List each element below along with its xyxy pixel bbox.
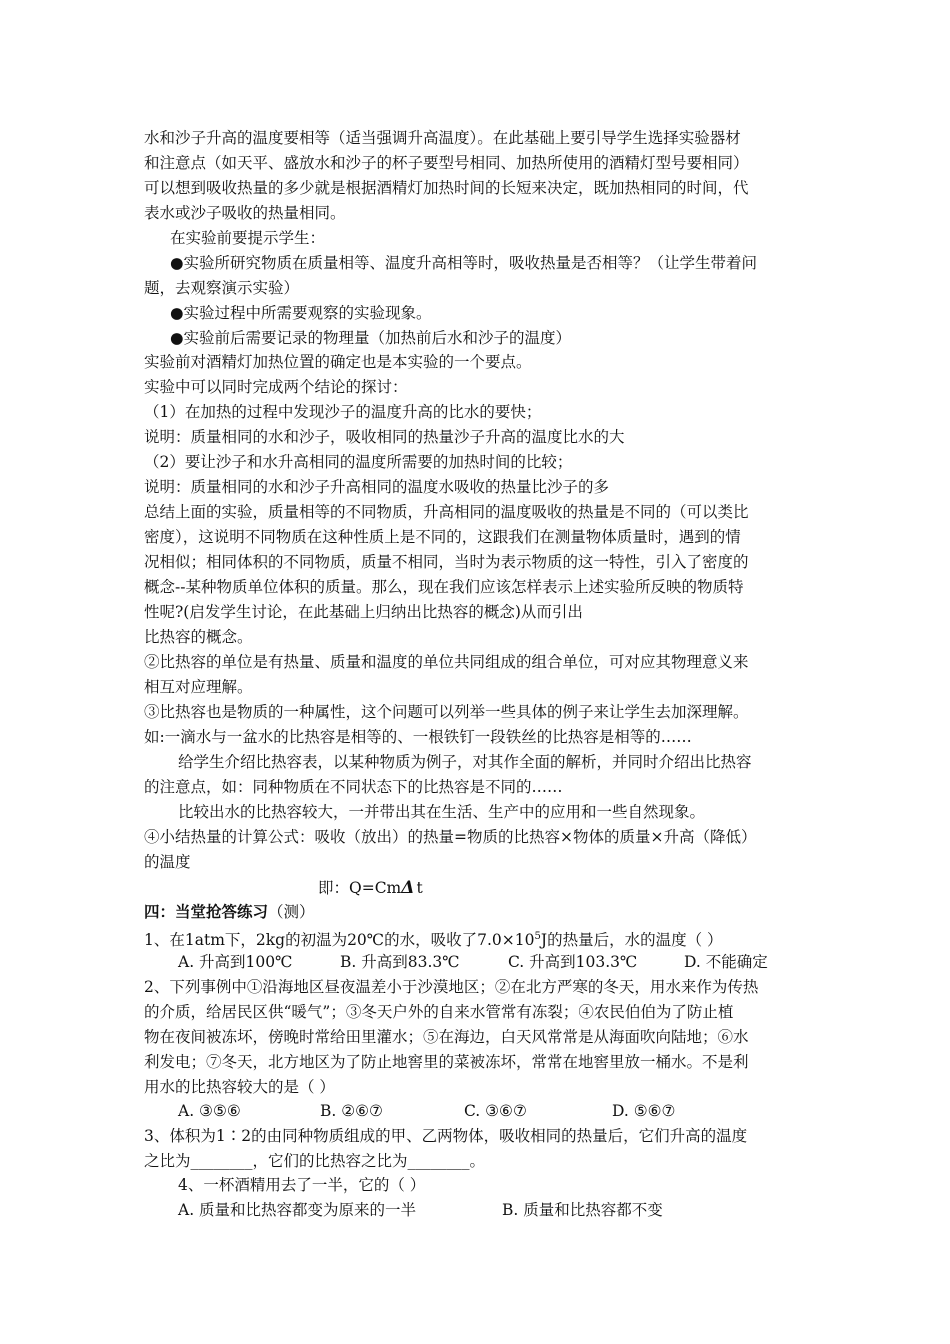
text-line: 和注意点（如天平、盛放水和沙子的杯子要型号相同、加热所使用的酒精灯型号要相同） [144,154,749,172]
text-line: ②比热容的单位是有热量、质量和温度的单位共同组成的组合单位，可对应其物理意义来 [144,653,749,671]
question-1-option-d[interactable]: D. 不能确定 [684,953,768,971]
bullet-line: ●实验过程中所需要观察的实验现象。 [170,304,432,322]
question-3-line: 3、体积为1∶2的由同种物质组成的甲、乙两物体，吸收相同的热量后，它们升高的温度 [144,1127,748,1145]
text-line: 概念--某种物质单位体积的质量。那么，现在我们应该怎样表示上述实验所反映的物质特 [144,578,744,596]
text-line: （2）要让沙子和水升高相同的温度所需要的加热时间的比较； [144,453,573,471]
text-line: ④小结热量的计算公式：吸收（放出）的热量=物质的比热容×物体的质量×升高（降低） [144,828,757,846]
formula-delta: Δ [401,878,415,898]
formula-suffix: t [416,879,423,897]
text-line: ③比热容也是物质的一种属性，这个问题可以列举一些具体的例子来让学生去加深理解。 [144,703,749,721]
text-line: （1）在加热的过程中发现沙子的温度升高的比水的要快； [144,403,542,421]
text-line: 的注意点，如：同种物质在不同状态下的比热容是不同的…… [144,778,563,796]
question-1-text-b: J的热量后，水的温度（ ） [540,931,723,950]
question-4-option-a[interactable]: A. 质量和比热容都变为原来的一半 [178,1201,417,1219]
text-line: 比较出水的比热容较大，一并带出其在生活、生产中的应用和一些自然现象。 [178,803,706,821]
question-2-line: 物在夜间被冻坏，傍晚时常给田里灌水；⑤在海边，白天风常常是从海面吹向陆地；⑥水 [144,1028,749,1046]
question-3-line: 之比为________，它们的比热容之比为________。 [144,1152,486,1170]
heat-formula [318,876,423,900]
question-1-option-b[interactable]: B. 升高到83.3℃ [340,953,460,971]
text-line: 如:一滴水与一盆水的比热容是相等的、一根铁钉一段铁丝的比热容是相等的…… [144,728,692,746]
question-1-stem [144,925,723,949]
text-line: 况相似；相同体积的不同物质，质量不相同，当时为表示物质的这一特性，引入了密度的 [144,553,749,571]
question-2-option-d[interactable]: D. ⑤⑥⑦ [612,1102,676,1120]
text-line: 给学生介绍比热容表，以某种物质为例子，对其作全面的解析，并同时介绍出比热容 [178,753,752,771]
text-line: 实验前对酒精灯加热位置的确定也是本实验的一个要点。 [144,353,532,371]
section-title-suffix: （测） [268,903,315,921]
text-line: 总结上面的实验，质量相等的不同物质，升高相同的温度吸收的热量是不同的（可以类比 [144,503,749,521]
question-1-text-a: 1、在1atm下，2kg的初温为20℃的水，吸收了7.0×10 [144,931,535,950]
bullet-line: 题，去观察演示实验） [144,279,300,297]
question-1-option-c[interactable]: C. 升高到103.3℃ [508,953,638,971]
text-line: 比热容的概念。 [144,628,253,646]
text-line: 表水或沙子吸收的热量相同。 [144,204,346,222]
text-line: 水和沙子升高的温度要相等（适当强调升高温度）。在此基础上要引导学生选择实验器材 [144,129,741,147]
text-line: 实验中可以同时完成两个结论的探讨： [144,378,408,396]
text-line: 说明：质量相同的水和沙子，吸收相同的热量沙子升高的温度比水的大 [144,428,625,446]
question-2-line: 用水的比热容较大的是（ ） [144,1078,335,1096]
formula-prefix: 即：Q=Cm [318,879,402,897]
text-line: 相互对应理解。 [144,678,253,696]
question-2-option-c[interactable]: C. ③⑥⑦ [464,1102,527,1120]
question-2-line: 利发电；⑦冬天，北方地区为了防止地窖里的菜被冻坏，常常在地窖里放一桶水。不是利 [144,1053,749,1071]
question-1-exponent: 5 [534,931,541,942]
section-title: 四：当堂抢答练习 [144,902,269,921]
text-line: 性呢?(启发学生讨论，在此基础上归纳出比热容的概念)从而引出 [144,603,583,621]
question-2-line: 的介质，给居民区供“暖气”；③冬天户外的自来水管常有冻裂；④农民伯伯为了防止植 [144,1003,734,1021]
question-2-option-b[interactable]: B. ②⑥⑦ [320,1102,383,1120]
text-line: 密度），这说明不同物质在这种性质上是不同的，这跟我们在测量物体质量时，遇到的情 [144,528,741,546]
text-line: 的温度 [144,853,191,871]
text-line: 在实验前要提示学生： [170,229,326,247]
bullet-line: ●实验前后需要记录的物理量（加热前后水和沙子的温度） [170,329,572,347]
question-1-option-a[interactable]: A. 升高到100℃ [178,953,293,971]
text-line: 可以想到吸收热量的多少就是根据酒精灯加热时间的长短来决定，既加热相同的时间，代 [144,179,749,197]
text-line: 说明：质量相同的水和沙子升高相同的温度水吸收的热量比沙子的多 [144,478,610,496]
section-heading [144,900,315,924]
question-2-line: 2、下列事例中①沿海地区昼夜温差小于沙漠地区；②在北方严寒的冬天，用水来作为传热 [144,978,759,996]
bullet-line: ●实验所研究物质在质量相等、温度升高相等时，吸收热量是否相等？（让学生带着问 [170,254,758,272]
question-4-option-b[interactable]: B. 质量和比热容都不变 [502,1201,663,1219]
question-2-option-a[interactable]: A. ③⑤⑥ [178,1102,241,1120]
question-4-stem: 4、一杯酒精用去了一半，它的（ ） [178,1176,426,1194]
